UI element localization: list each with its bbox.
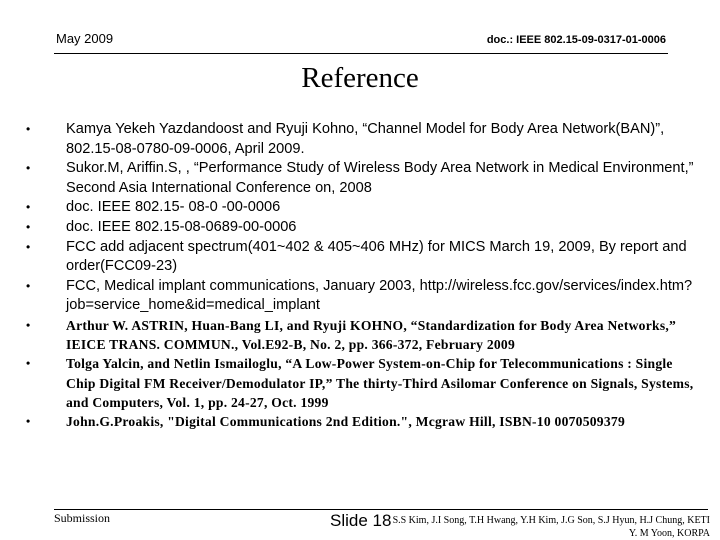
footer-divider bbox=[54, 509, 708, 510]
reference-item bbox=[26, 412, 706, 431]
reference-item bbox=[26, 277, 706, 316]
bullet-icon: • bbox=[26, 239, 31, 254]
reference-text: Sukor.M, Ariffin.S, , “Performance Study of Wireless Body Area Network in Medical Environment,” Second Asia International Conference on, 2008 bbox=[66, 160, 694, 196]
reference-text: Kamya Yekeh Yazdandoost and Ryuji Kohno, “Channel Model for Body Area Network(BAN)”, 802.15-08-0780-09-0006, April 2009. bbox=[66, 121, 665, 157]
slide-title: Reference bbox=[301, 62, 419, 94]
reference-item bbox=[26, 159, 706, 198]
header-date: May 2009 bbox=[56, 31, 114, 46]
reference-item bbox=[26, 316, 706, 354]
header-divider bbox=[54, 53, 668, 54]
bullet-icon: • bbox=[26, 356, 31, 371]
slide-number: Slide 18 bbox=[330, 511, 392, 530]
reference-item bbox=[26, 218, 706, 238]
reference-item bbox=[26, 120, 706, 159]
bullet-icon: • bbox=[26, 122, 31, 136]
reference-text: Tolga Yalcin, and Netlin Ismailoglu, “A Low-Power System-on-Chip for Telecommunications : Single Chip Digital FM Receiver/Demodulator IP,” The thirty-Third Asilomar Conference on Signals, Systems, and Computers, Vol. 1, pp. 24-27, Oct. 1999 bbox=[66, 356, 694, 410]
bullet-icon: • bbox=[26, 161, 31, 176]
reference-item bbox=[26, 238, 706, 277]
reference-text: doc. IEEE 802.15-08-0689-00-0006 bbox=[66, 218, 297, 235]
reference-text: John.G.Proakis, "Digital Communications 2nd Edition.", Mcgraw Hill, ISBN-10 0070509379 bbox=[66, 413, 625, 429]
reference-item bbox=[26, 354, 706, 412]
bullet-icon: • bbox=[26, 413, 31, 428]
reference-text: Arthur W. ASTRIN, Huan-Bang LI, and Ryuji KOHNO, “Standardization for Body Area Networks,” IEICE TRANS. COMMUN., Vol.E92-B, No. 2, pp. 366-372, February 2009 bbox=[66, 317, 677, 353]
reference-item bbox=[26, 198, 706, 218]
footer-authors bbox=[393, 514, 710, 540]
bullet-icon: • bbox=[26, 278, 31, 293]
bullet-icon: • bbox=[26, 219, 31, 234]
bullet-icon: • bbox=[26, 317, 31, 332]
reference-text: doc. IEEE 802.15- 08-0 -00-0006 bbox=[66, 199, 281, 216]
reference-list bbox=[26, 120, 706, 431]
footer-authors-line2: Y. M Yoon, KORPA bbox=[628, 528, 710, 539]
reference-text: FCC, Medical implant communications, January 2003, http://wireless.fcc.gov/services/index.htm?job=service_home&id=medical_implant bbox=[66, 277, 693, 314]
header-doc-id: doc.: IEEE 802.15-09-0317-01-0006 bbox=[486, 34, 666, 46]
bullet-icon: • bbox=[26, 200, 31, 215]
reference-text: FCC add adjacent spectrum(401~402 & 405~406 MHz) for MICS March 19, 2009, By report and order(FCC09-23) bbox=[66, 238, 687, 275]
footer-submission: Submission bbox=[54, 511, 111, 525]
footer-authors-line1: S.S Kim, J.I Song, T.H Hwang, Y.H Kim, J.G Son, S.J Hyun, H.J Chung, KETI bbox=[392, 515, 710, 526]
